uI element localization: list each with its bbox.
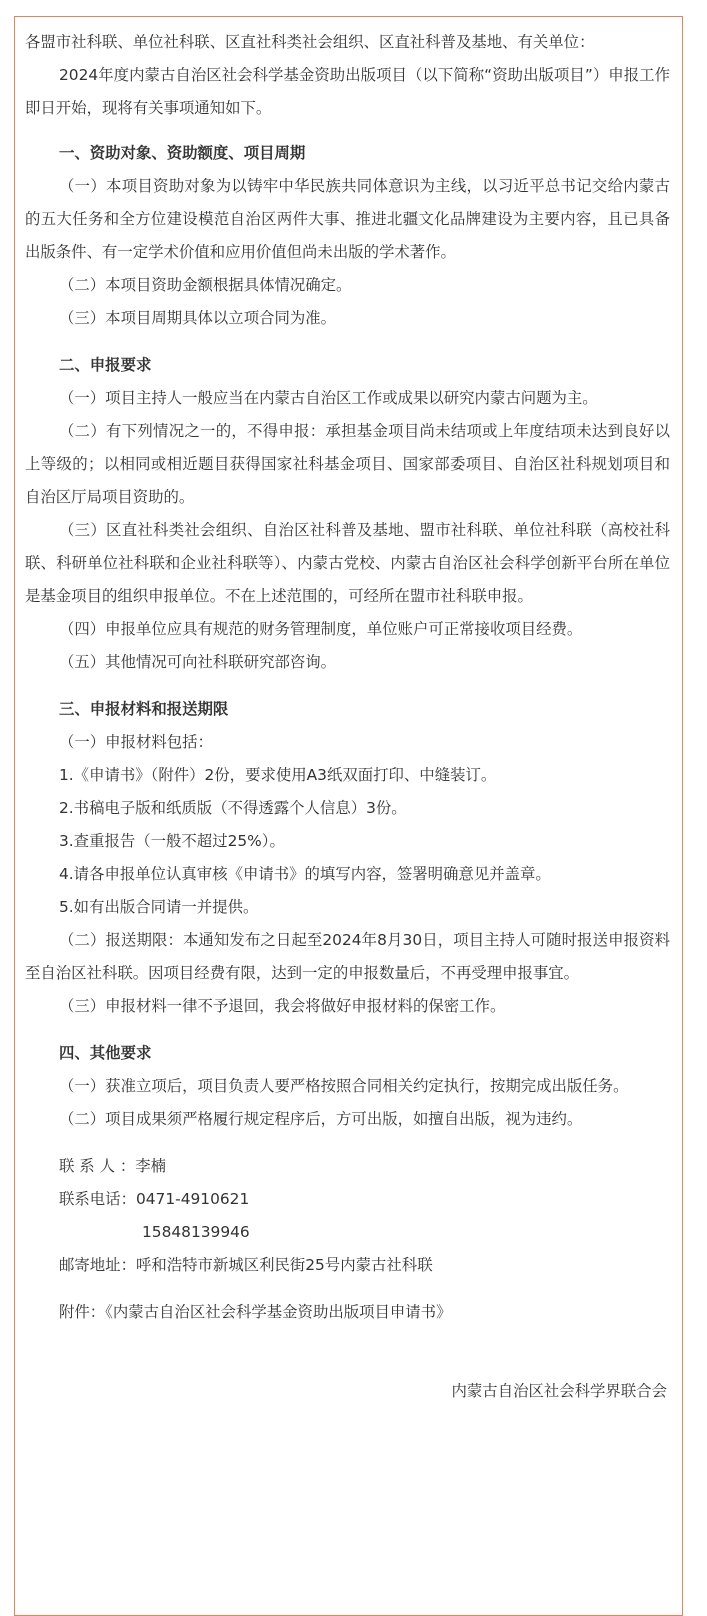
section-item: （二）报送期限：本通知发布之日起至2024年8月30日，项目主持人可随时报送申报资料至自治区社科联。因项目经费有限，达到一定的申报数量后，不再受理申报事宜。	[25, 931, 670, 982]
section-item: （四）申报单位应具有规范的财务管理制度，单位账户可正常接收项目经费。	[59, 620, 583, 638]
contact-phone-secondary: 15848139946	[142, 1223, 250, 1241]
section-item: （三）申报材料一律不予退回，我会将做好申报材料的保密工作。	[59, 997, 506, 1015]
issuer-signature: 内蒙古自治区社会科学界联合会	[451, 1382, 667, 1400]
section-item: （一）项目主持人一般应当在内蒙古自治区工作或成果以研究内蒙古问题为主。	[59, 389, 598, 407]
contact-person	[25, 1150, 670, 1183]
section-item: （三）区直社科类社会组织、自治区社科普及基地、盟市社科联、单位社科联（高校社科联、科研单位社科联和企业社科联等）、内蒙古党校、内蒙古自治区社会科学创新平台所在单位是基金项目的组织申报单位。不在上述范围的，可经所在盟市社科联申报。	[25, 521, 670, 605]
intro-paragraph: 2024年度内蒙古自治区社会科学基金资助出版项目（以下简称“资助出版项目”）申报工作即日开始，现将有关事项通知如下。	[25, 66, 670, 117]
contact-address	[25, 1249, 670, 1282]
section-item: 3.查重报告（一般不超过25%）。	[59, 832, 285, 850]
section-item: （一）申报材料包括：	[59, 733, 213, 751]
section-item: （一）本项目资助对象为以铸牢中华民族共同体意识为主线，以习近平总书记交给内蒙古的五大任务和全方位建设模范自治区两件大事、推进北疆文化品牌建设为主要内容，且已具备出版条件、有一定学术价值和应用价值但尚未出版的学术著作。	[25, 177, 670, 261]
section-item: （五）其他情况可向社科联研究部咨询。	[59, 653, 337, 671]
attachment-note: 附件：《内蒙古自治区社会科学基金资助出版项目申请书》	[59, 1303, 452, 1321]
salutation: 各盟市社科联、单位社科联、区直社科类社会组织、区直社科普及基地、有关单位：	[25, 33, 595, 51]
contact-address-value: 呼和浩特市新城区利民街25号内蒙古社科联	[135, 1256, 433, 1274]
section-item: （二）项目成果须严格履行规定程序后，方可出版，如擅自出版，视为违约。	[59, 1110, 583, 1128]
section-heading: 三、申报材料和报送期限	[59, 700, 229, 718]
section-item: （二）本项目资助金额根据具体情况确定。	[59, 276, 352, 294]
section-item: （二）有下列情况之一的，不得申报：承担基金项目尚未结项或上年度结项未达到良好以上等级的；以相同或相近题目获得国家社科基金项目、国家部委项目、自治区社科规划项目和自治区厅局项目资助的。	[25, 422, 670, 506]
section-heading: 一、资助对象、资助额度、项目周期	[59, 144, 306, 162]
contact-person-label: 联 系 人 ：	[59, 1157, 136, 1175]
contact-phone-value: 0471-4910621	[135, 1190, 250, 1208]
contact-phone-label: 联系电话：	[59, 1190, 136, 1208]
section-item: （一）获准立项后，项目负责人要严格按照合同相关约定执行，按期完成出版任务。	[59, 1077, 629, 1095]
contact-address-label: 邮寄地址：	[59, 1256, 136, 1274]
section-item: 4.请各申报单位认真审核《申请书》的填写内容，签署明确意见并盖章。	[59, 865, 551, 883]
section-item: 5.如有出版合同请一并提供。	[59, 898, 259, 916]
notice-body	[25, 26, 670, 1408]
section-item: （三）本项目周期具体以立项合同为准。	[59, 309, 337, 327]
section-item: 1.《申请书》（附件）2份，要求使用A3纸双面打印、中缝装订。	[59, 766, 497, 784]
contact-person-value: 李楠	[135, 1157, 167, 1175]
contact-phone	[25, 1183, 670, 1216]
section-heading: 四、其他要求	[59, 1044, 152, 1062]
section-item: 2.书稿电子版和纸质版（不得透露个人信息）3份。	[59, 799, 407, 817]
section-heading: 二、申报要求	[59, 356, 152, 374]
